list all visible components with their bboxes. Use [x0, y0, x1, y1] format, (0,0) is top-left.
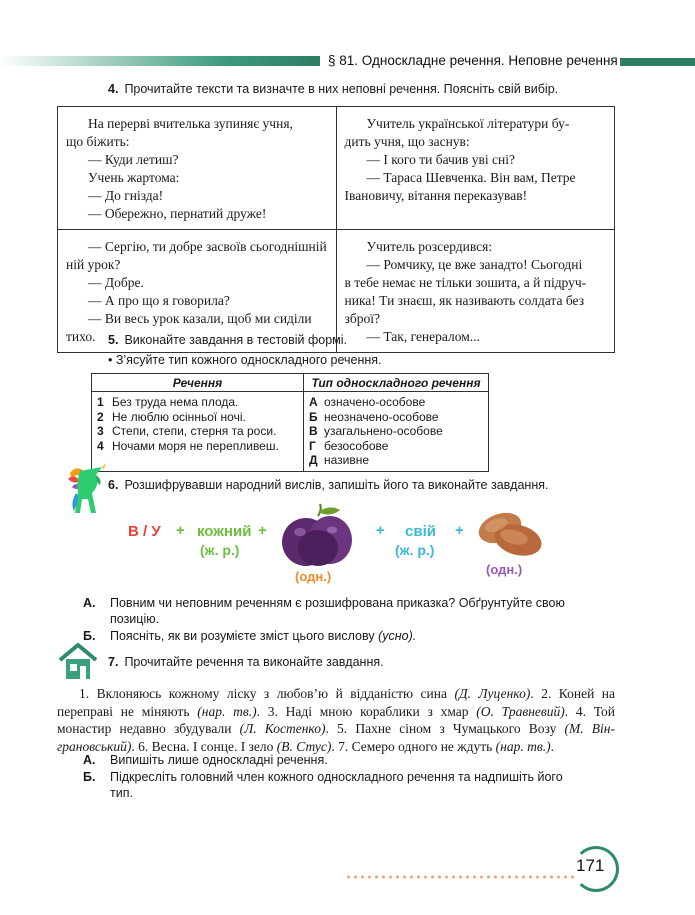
question-key: А.: [83, 753, 96, 767]
sentence-line: [57, 703, 615, 721]
author-note: грановський): [57, 738, 132, 754]
author-note: (В. Стус): [276, 738, 332, 754]
footer-dots: [345, 875, 575, 879]
sentence-text: Без труда нема плода.: [112, 395, 239, 409]
sentence-key: 4: [97, 438, 104, 453]
text-line: що біжить:: [66, 134, 130, 149]
type-row: [309, 410, 483, 425]
sentence-text: Не люблю осінньої ночі.: [112, 409, 246, 424]
unicorn-icon: [66, 463, 108, 521]
task5-number: 5.: [108, 333, 119, 347]
text-run: . 7. Семеро одного не ждуть: [331, 738, 496, 754]
rebus-plus: +: [455, 522, 464, 539]
rebus-plum-note: (одн.): [295, 569, 332, 584]
type-row: [309, 453, 483, 468]
text-line: — І кого ти бачив уві сні?: [366, 152, 515, 167]
rebus-plus: +: [376, 522, 385, 539]
text-run: . 5. Пахне сіном з Чумацького Возу: [325, 721, 565, 736]
type-key: Д: [309, 453, 318, 467]
sentence-key: 3: [97, 424, 104, 438]
text-line: Учитель української літератури бу-: [366, 116, 570, 131]
page-number: 171: [576, 856, 605, 875]
task6-number: 6.: [108, 478, 119, 492]
task4-instruction: Прочитайте тексти та визначте в них неповні речення. Поясніть свій вибір.: [124, 82, 559, 96]
rebus-svii-note: (ж. р.): [395, 542, 435, 558]
plum-image: [278, 502, 358, 570]
rebus-kozhnyi: кожний: [197, 523, 252, 540]
sentence-line: [57, 685, 615, 703]
sentence-text: Ночами моря не перепливеш.: [112, 438, 279, 453]
text-line: — Сергію, ти добре засвоїв сьогоднішній: [88, 239, 327, 254]
author-note: (Л. Костенко): [239, 721, 326, 736]
text-cell-1: [58, 107, 337, 230]
type-text: називне: [324, 453, 370, 467]
text-line: дить учня, що заснув:: [344, 134, 470, 149]
text-line: ній урок?: [66, 257, 121, 272]
task7-instruction: Прочитайте речення та виконайте завдання.: [124, 655, 384, 669]
type-text: безособове: [324, 438, 389, 453]
text-line: Учень жартома:: [88, 170, 180, 185]
sentence-text: Степи, степи, стерня та роси.: [112, 424, 277, 438]
text-line: Івановичу, вітання переказував!: [344, 188, 528, 203]
sentence-row: [97, 395, 298, 410]
sentence-row: [97, 439, 298, 454]
rebus-almond-note: (одн.): [486, 562, 523, 577]
text-line: — Тараса Шевченка. Він вам, Петре: [366, 170, 576, 185]
rebus-svii: свій: [405, 523, 436, 540]
type-text: узагальнено-особове: [324, 424, 443, 438]
text-line: На перерві вчителька зупиняє учня,: [88, 116, 293, 131]
text-line: — Куди летиш?: [88, 152, 179, 167]
task5-bullet: • З’ясуйте тип кожного односкладного речення.: [108, 353, 382, 367]
question-key: Б.: [83, 629, 96, 643]
text-cell-4: [336, 230, 615, 353]
text-run: . 4. Той: [564, 703, 615, 719]
test-col-sentences: Речення: [92, 374, 304, 392]
type-row: [309, 439, 483, 454]
task4-text-table: [57, 106, 615, 353]
rebus-plus: +: [176, 522, 185, 539]
text-run: монастир недавно збудували: [57, 721, 240, 736]
task7-question-a: [83, 752, 603, 768]
sentences-cell: [92, 392, 304, 472]
task4-number: 4.: [108, 82, 119, 96]
question-text: Підкресліть головний член кожного односкладного речення та надпишіть його: [110, 770, 563, 784]
house-icon: [58, 642, 98, 682]
rebus-vu: В / У: [128, 523, 161, 540]
task6-question-b: [83, 628, 603, 644]
rebus-kozhnyi-note: (ж. р.): [200, 542, 240, 558]
type-row: [309, 395, 483, 410]
question-body: Поясніть, як ви розумієте зміст цього вислову: [110, 629, 375, 643]
text-line: — Ромчику, це вже занадто! Сьогодні: [366, 257, 583, 272]
task7-heading: [108, 655, 384, 669]
question-text: Випишіть лише односкладні речення.: [110, 753, 328, 767]
task6-question-a: [83, 595, 603, 627]
text-line: в тебе немає не тільки зошита, а й підруч-: [344, 275, 587, 290]
author-note: (М. Він-: [564, 721, 615, 736]
task5-heading: [108, 333, 347, 347]
text-line: — Обережно, пернатий друже!: [88, 206, 267, 221]
question-text: позицію.: [110, 612, 160, 626]
question-note: (усно).: [378, 629, 417, 643]
author-note: (О. Травневий): [476, 703, 565, 719]
text-run: 1. Вклоняюсь кожному ліску з любов’ю й відданістю сина: [79, 686, 455, 701]
text-run: . 3. Наді мною кораблики з хмар: [256, 703, 477, 719]
type-text: означено-особове: [324, 395, 426, 409]
task7-sentences: [57, 685, 615, 755]
text-line: — А про що я говорила?: [88, 293, 230, 308]
type-key: А: [309, 395, 318, 409]
section-title: § 81. Односкладне речення. Неповне речення: [328, 53, 618, 68]
task6-heading: [108, 478, 548, 492]
author-note: (нар. тв.): [495, 738, 551, 754]
question-key: Б.: [83, 770, 96, 784]
author-note: (Д. Луценко): [454, 686, 531, 701]
text-line: ника! Ти знаєш, як називають солдата без: [344, 293, 585, 308]
text-line: Учитель розсердився:: [366, 239, 493, 254]
type-row: [309, 424, 483, 439]
question-text: тип.: [110, 786, 133, 800]
text-run: . 6. Весна. І сонце. І зело: [131, 738, 277, 754]
header-right-bar: [620, 58, 695, 66]
task7-number: 7.: [108, 655, 119, 669]
text-line: зброї?: [344, 311, 380, 326]
text-run: . 2. Коней на: [530, 686, 615, 701]
question-key: А.: [83, 596, 96, 610]
type-key: В: [309, 424, 318, 438]
rebus-plus: +: [258, 522, 267, 539]
test-col-types: Тип односкладного речення: [304, 374, 489, 392]
test-table: [91, 373, 489, 472]
type-key: Б: [309, 409, 318, 424]
sentence-row: [97, 410, 298, 425]
text-line: — Ви весь урок казали, щоб ми сиділи: [88, 311, 312, 326]
type-key: Г: [309, 438, 316, 453]
header-gradient-bar: [0, 56, 320, 66]
types-cell: [304, 392, 489, 472]
text-run: переправі не міняють: [57, 703, 198, 719]
task5-instruction: Виконайте завдання в тестовій формі.: [124, 333, 347, 347]
type-text: неозначено-особове: [324, 409, 439, 424]
question-text: [110, 628, 416, 644]
text-line: — До гнізда!: [88, 188, 164, 203]
author-note: (нар. тв.): [197, 703, 257, 719]
sentence-key: 2: [97, 409, 104, 424]
text-run: .: [550, 738, 554, 754]
almond-image: [470, 506, 550, 564]
sentence-row: [97, 424, 298, 439]
text-cell-2: [336, 107, 615, 230]
task7-question-b: [83, 769, 603, 801]
task4-heading: [108, 82, 558, 96]
text-line: — Так, генералом...: [366, 329, 480, 344]
text-line: — Добре.: [88, 275, 144, 290]
sentence-key: 1: [97, 395, 104, 409]
task6-instruction: Розшифрувавши народний вислів, запишіть його та виконайте завдання.: [124, 478, 549, 492]
sentence-line: [57, 720, 615, 738]
question-text: Повним чи неповним реченням є розшифрована приказка? Обґрунтуйте свою: [110, 596, 565, 610]
text-line: тихо.: [66, 329, 96, 344]
